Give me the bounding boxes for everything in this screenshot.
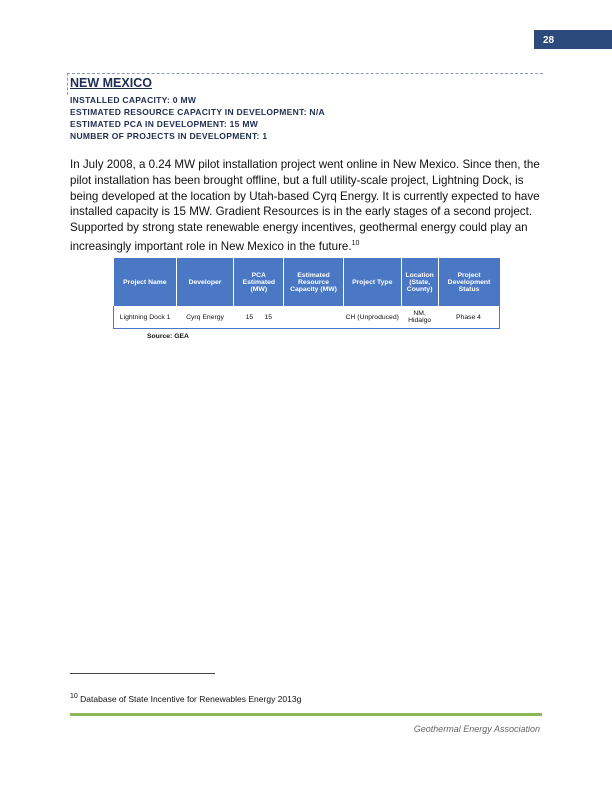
footnote-ref: 10: [351, 239, 360, 247]
cell-status: Phase 4: [438, 306, 500, 329]
cell-pca: [234, 306, 284, 329]
footnote-separator: [70, 673, 215, 674]
projects-table: [113, 258, 500, 329]
col-resource: Estimated Resource Capacity (MW): [284, 258, 343, 306]
cell-resource: [284, 306, 343, 329]
table-header-row: [114, 258, 500, 306]
stat-pca: ESTIMATED PCA IN DEVELOPMENT: 15 MW: [70, 119, 259, 129]
footer-organization: Geothermal Energy Association: [413, 724, 540, 734]
col-pca: PCA Estimated (MW): [234, 258, 284, 306]
cell-pca-a: 15: [245, 313, 254, 321]
col-type: Project Type: [343, 258, 401, 306]
col-location: Location (State, County): [401, 258, 438, 306]
cell-developer: Cyrq Energy: [176, 306, 234, 329]
footnote-number: 10: [70, 693, 78, 700]
footer-rule: [70, 713, 542, 716]
paragraph-text: In July 2008, a 0.24 MW pilot installation project went online in New Mexico. Since then, the pilot installation has been brought offline, but a full utility-scale project, Lightning Dock, is being developed at the location by Utah-based Cyrq Energy. It is currently expected to have installed capacity is 15 MW. Gradient Resources is in the early stages of a second project. Supported by strong state renewable energy incentives, geothermal energy could play an increasingly important role in New Mexico in the future.: [70, 158, 540, 253]
col-developer: Developer: [176, 258, 234, 306]
col-status: Project Development Status: [438, 258, 500, 306]
cell-location: NM, Hidalgo: [401, 306, 438, 329]
section-title: NEW MEXICO: [70, 76, 152, 90]
stat-resource: ESTIMATED RESOURCE CAPACITY IN DEVELOPMENT: N/A: [70, 107, 325, 117]
footnote: [70, 693, 301, 704]
body-paragraph: [70, 157, 550, 255]
footnote-text: Database of State Incentive for Renewables Energy 2013g: [80, 693, 302, 704]
stat-installed: INSTALLED CAPACITY: 0 MW: [70, 95, 197, 105]
page-number: 28: [534, 30, 612, 49]
section-stats: [70, 94, 325, 142]
col-project-name: Project Name: [114, 258, 177, 306]
section-divider-vertical: [67, 73, 68, 95]
stat-projects: NUMBER OF PROJECTS IN DEVELOPMENT: 1: [70, 131, 268, 141]
table-source: Source: GEA: [147, 333, 189, 340]
section-divider: [67, 73, 543, 74]
cell-pca-b: 15: [264, 313, 273, 321]
cell-project-name: Lightning Dock 1: [114, 306, 177, 329]
cell-type: CH (Unproduced): [343, 306, 401, 329]
table-row: [114, 306, 500, 329]
